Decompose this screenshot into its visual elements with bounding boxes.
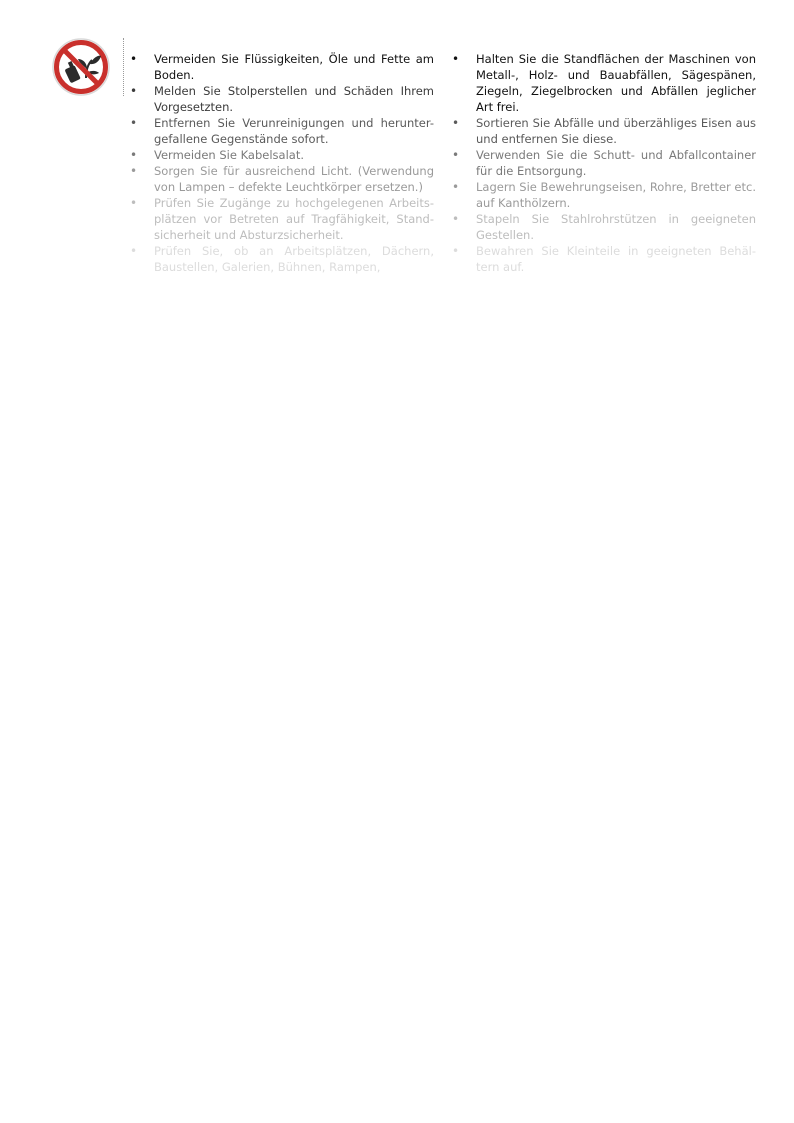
list-item-text: Bewahren Sie Kleinteile in geeigneten Behäl-tern auf. (476, 244, 756, 274)
list-item (130, 115, 434, 147)
list-item (130, 51, 434, 83)
bullet-icon: • (130, 148, 138, 162)
list-item-text: Prüfen Sie Zugänge zu hochgelegenen Arbeits-plätzen vor Betreten auf Tragfähigkeit, Stand-sicherheit und Absturzsicherheit. (154, 196, 434, 242)
list-item-text: Halten Sie die Standflächen der Maschinen von Metall-, Holz- und Bauabfällen, Sägespänen, Ziegeln, Ziegelbrocken und Abfällen jeglicher Art frei. (476, 52, 756, 114)
list-item (130, 163, 434, 195)
list-item-text: Sortieren Sie Abfälle und überzähliges Eisen aus und entfernen Sie diese. (476, 116, 756, 146)
list-item (130, 147, 434, 163)
bullet-icon: • (452, 52, 460, 66)
bullet-icon: • (130, 244, 138, 258)
list-item (452, 243, 756, 275)
list-item (130, 195, 434, 243)
list-item-text: Vermeiden Sie Flüssigkeiten, Öle und Fette am Boden. (154, 52, 434, 82)
list-item-text: Entfernen Sie Verunreinigungen und herunter-gefallene Gegenstände sofort. (154, 116, 434, 146)
list-item-text: Verwenden Sie die Schutt- und Abfallcontainer für die Entsorgung. (476, 148, 756, 178)
bullet-icon: • (130, 52, 138, 66)
bullet-icon: • (452, 212, 460, 226)
bullet-icon: • (130, 164, 138, 178)
list-item-text: Stapeln Sie Stahlrohrstützen in geeigneten Gestellen. (476, 212, 756, 242)
list-item-text: Melden Sie Stolperstellen und Schäden Ihrem Vorgesetzten. (154, 84, 434, 114)
list-item (130, 83, 434, 115)
bullet-icon: • (452, 244, 460, 258)
list-item (452, 147, 756, 179)
bullet-list-right (452, 51, 756, 286)
bullet-icon: • (130, 116, 138, 130)
list-item-text: Lagern Sie Bewehrungseisen, Rohre, Bretter etc. auf Kanthölzern. (476, 180, 756, 210)
bullet-icon: • (452, 148, 460, 162)
list-item-text: Sorgen Sie für ausreichend Licht. (Verwendung von Lampen – defekte Leuchtkörper ersetzen.) (154, 164, 434, 194)
list-item (130, 243, 434, 275)
list-item (452, 179, 756, 211)
list-item (452, 51, 756, 115)
vertical-divider (123, 38, 124, 96)
list-item-text: Vermeiden Sie Kabelsalat. (154, 148, 304, 162)
bullet-icon: • (130, 84, 138, 98)
prohibition-sign-icon (52, 38, 110, 96)
bullet-list-left (130, 51, 434, 286)
list-item-text: Prüfen Sie, ob an Arbeitsplätzen, Dächern, Baustellen, Galerien, Bühnen, Rampen, (154, 244, 434, 274)
list-item (452, 211, 756, 243)
list-item (452, 115, 756, 147)
bullet-icon: • (452, 180, 460, 194)
bullet-icon: • (130, 196, 138, 210)
bullet-icon: • (452, 116, 460, 130)
